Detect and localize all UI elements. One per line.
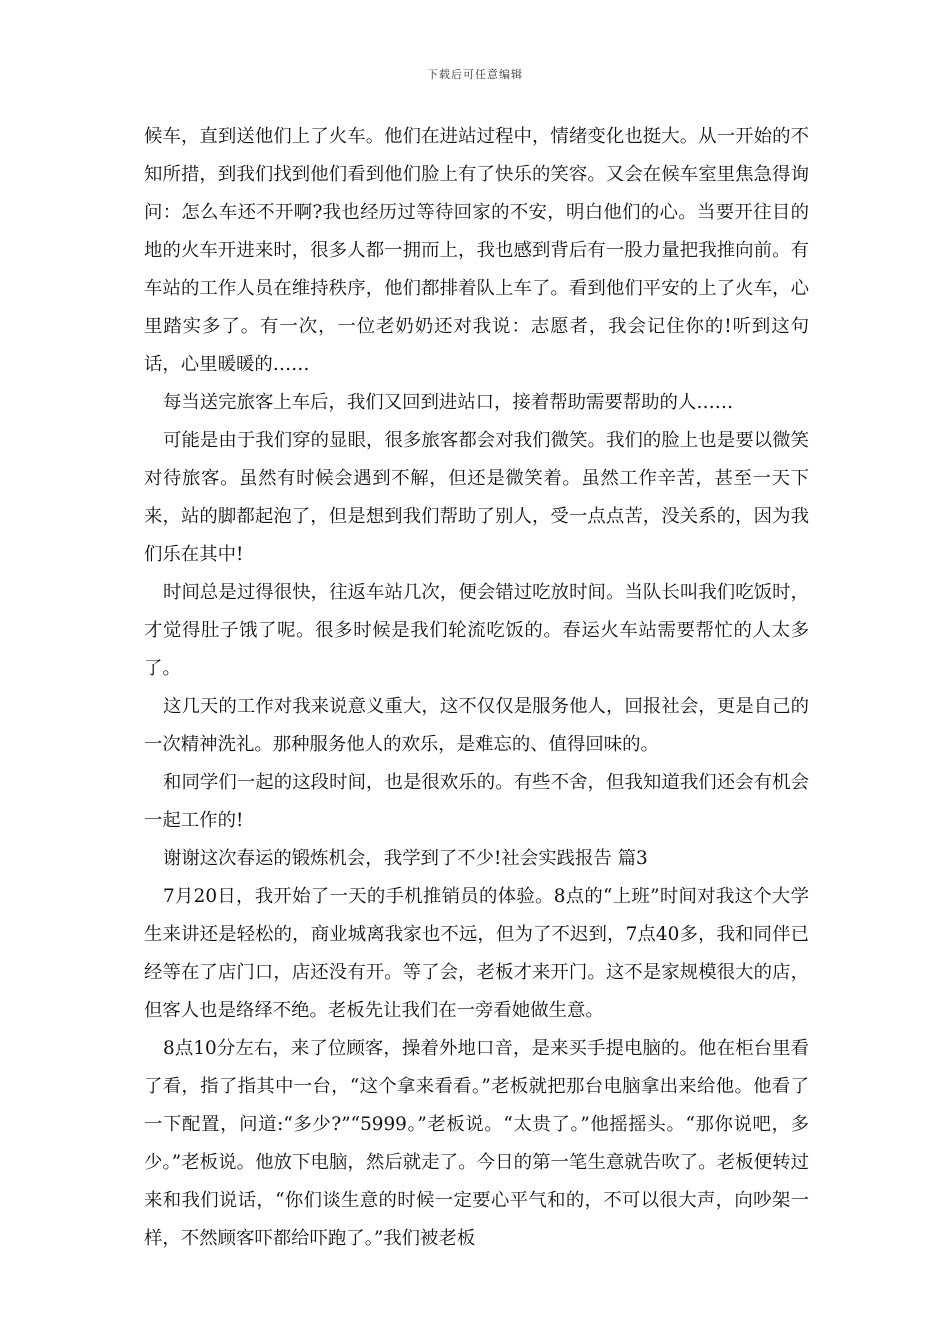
paragraph-2: 每当送完旅客上车后，我们又回到进站口，接着帮助需要帮助的人…… — [163, 392, 734, 413]
paragraph-7: 7月20日，我开始了一天的手机推销员的体验。8点的“上班”时间对我这个大学生来讲还是轻松的，商业城离我家也不远，但为了不迟到，7点40多，我和同伴已经等在了店门口，店还没有开。等了会，老板才来开门。这不是家规模很大的店，但客人也是络绎不绝。老板先让我们在一旁看她做生意。 — [144, 886, 809, 1021]
paragraph-8: 8点10分左右，来了位顾客，操着外地口音，是来买手提电脑的。他在柜台里看了看，指了指其中一台，“这个拿来看看。”老板就把那台电脑拿出来给他。他看了一下配置，问道:“多少?”“5999。”老板说。“太贵了。”他摇摇头。“那你说吧，多少。”老板说。他放下电脑，然后就走了。今日的第一笔生意就告吹了。老板便转过来和我们说话，“你们谈生意的时候一定要心平气和的，不可以很大声，向吵架一样，不然顾客吓都给吓跑了。”我们被老板 — [144, 1038, 809, 1249]
section-heading: 谢谢这次春运的锻炼机会，我学到了不少!社会实践报告 篇3 — [163, 848, 648, 869]
paragraph-4: 时间总是过得很快，往返车站几次，便会错过吃放时间。当队长叫我们吃饭时，才觉得肚子饿了呢。很多时候是我们轮流吃饭的。春运火车站需要帮忙的人太多了。 — [144, 582, 809, 679]
paragraph-5: 这几天的工作对我来说意义重大，这不仅仅是服务他人，回报社会，更是自己的一次精神洗礼。那种服务他人的欢乐，是难忘的、值得回味的。 — [144, 696, 809, 755]
header-note: 下载后可任意编辑 — [427, 68, 523, 81]
paragraph-6: 和同学们一起的这段时间，也是很欢乐的。有些不舍，但我知道我们还会有机会一起工作的! — [144, 772, 809, 831]
paragraph-3: 可能是由于我们穿的显眼，很多旅客都会对我们微笑。我们的脸上也是要以微笑对待旅客。虽然有时候会遇到不解，但还是微笑着。虽然工作辛苦，甚至一天下来，站的脚都起泡了，但是想到我们帮助了别人，受一点点苦，没关系的，因为我们乐在其中! — [144, 430, 809, 565]
body-text — [144, 118, 809, 1258]
paragraph-1: 候车，直到送他们上了火车。他们在进站过程中，情绪变化也挺大。从一开始的不知所措，到我们找到他们看到他们脸上有了快乐的笑容。又会在候车室里焦急得询问：怎么车还不开啊?我也经历过等待回家的不安，明白他们的心。当要开往目的地的火车开进来时，很多人都一拥而上，我也感到背后有一股力量把我推向前。有车站的工作人员在维持秩序，他们都排着队上车了。看到他们平安的上了火车，心里踏实多了。有一次，一位老奶奶还对我说：志愿者，我会记住你的!听到这句话，心里暖暖的…… — [144, 126, 809, 375]
